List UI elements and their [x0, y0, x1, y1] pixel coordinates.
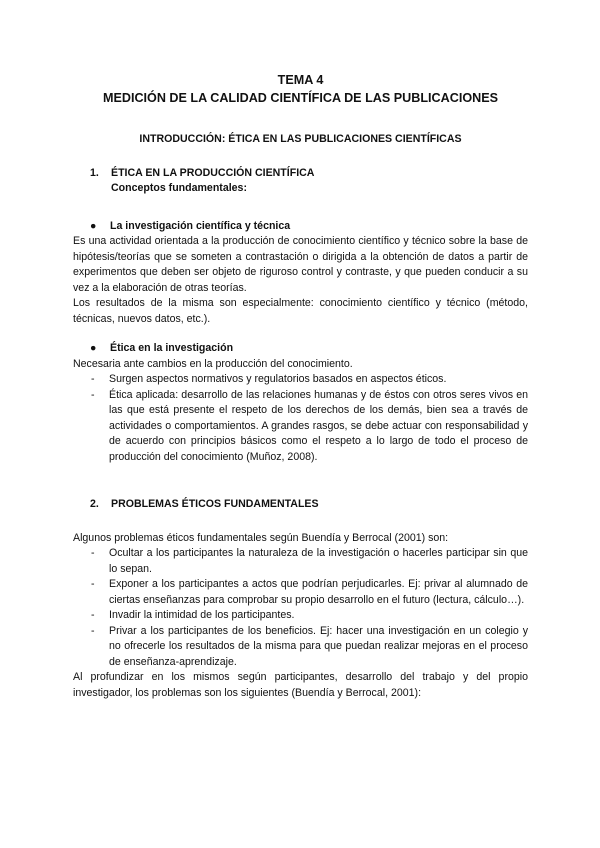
dash-list — [73, 372, 528, 465]
paragraph: Necesaria ante cambios en la producción del conocimiento. — [73, 357, 353, 370]
list-item-text: Surgen aspectos normativos y regulatorios basados en aspectos éticos. — [109, 373, 447, 385]
section-1-subtitle: Conceptos fundamentales: — [111, 182, 247, 194]
dash-icon: - — [91, 388, 95, 401]
bullet-heading-text: La investigación científica y técnica — [110, 219, 291, 232]
paragraph: Algunos problemas éticos fundamentales según Buendía y Berrocal (2001) son: — [73, 531, 449, 544]
dash-icon: - — [91, 373, 95, 385]
list-item-text: Exponer a los participantes a actos que podrían perjudicarles. Ej: privar al alumnado de ciertas enseñanzas para comprobar su propio desarrollo en el futuro (lectura, cálculo…). — [109, 578, 528, 606]
list-item-text: Ocultar a los participantes la naturaleza de la investigación o hacerles participar sin que lo sepan. — [109, 547, 528, 575]
paragraph: Al profundizar en los mismos según participantes, desarrollo del trabajo y del propio investigador, los problemas son los siguientes (Buendía y Berrocal, 2001): — [73, 671, 528, 699]
paragraph: Los resultados de la misma son especialmente: conocimiento científico y técnico (método, técnicas, nuevos datos, etc.). — [73, 297, 528, 325]
dash-list — [73, 546, 528, 670]
dash-icon: - — [91, 578, 95, 590]
section-2-title: PROBLEMAS ÉTICOS FUNDAMENTALES — [111, 498, 319, 510]
bullet-heading-investigacion — [73, 219, 528, 235]
bullet-icon: ● — [90, 342, 97, 354]
list-item — [73, 608, 528, 624]
dash-icon: - — [91, 609, 95, 621]
dash-icon: - — [91, 624, 95, 637]
intro-heading: INTRODUCCIÓN: ÉTICA EN LAS PUBLICACIONES CIENTÍFICAS — [139, 133, 462, 145]
section-1-number: 1. — [90, 166, 99, 179]
list-item-text: Ética aplicada: desarrollo de las relaciones humanas y de éstos con otros seres vivos en las que está presente el respeto de los derechos de los demás, bien sea a través de actividades o comportamientos. A grandes rasgos, se debe actuar con responsabilidad y de acuerdo con principios básicos como el respeto a lo largo de todo el proceso de producción del conocimiento (Muñoz, 2008). — [109, 388, 528, 463]
bullet-icon: ● — [90, 219, 97, 232]
list-item-text: Invadir la intimidad de los participantes. — [109, 609, 295, 621]
bullet-heading-etica — [73, 341, 528, 357]
dash-icon: - — [91, 547, 95, 559]
list-item — [73, 388, 528, 466]
section-1-title: ÉTICA EN LA PRODUCCIÓN CIENTÍFICA — [111, 166, 315, 179]
list-item-text: Privar a los participantes de los beneficios. Ej: hacer una investigación en un colegio y no ofrecerle los resultados de la misma para que puedan realizar mejoras en el proceso de enseñanza-aprendizaje. — [109, 624, 528, 668]
document-title: MEDICIÓN DE LA CALIDAD CIENTÍFICA DE LAS PUBLICACIONES — [102, 91, 499, 105]
tema-label: TEMA 4 — [277, 73, 324, 87]
section-1-heading — [73, 166, 528, 182]
bullet-heading-text: Ética en la investigación — [110, 342, 234, 354]
list-item — [73, 372, 528, 388]
section-2-number: 2. — [90, 498, 99, 510]
list-item — [73, 624, 528, 671]
document-page — [73, 72, 528, 701]
paragraph: Es una actividad orientada a la producción de conocimiento científico y técnico sobre la base de hipótesis/teorías que se someten a contrastación o dirigida a la obtención de datos a partir de experimentos que deben ser objeto de riguroso control y contraste, y que pueden conducir a su vez a la elaboración de otras teorías. — [73, 235, 528, 294]
section-2-heading — [73, 497, 528, 513]
list-item — [73, 546, 528, 577]
list-item — [73, 577, 528, 608]
